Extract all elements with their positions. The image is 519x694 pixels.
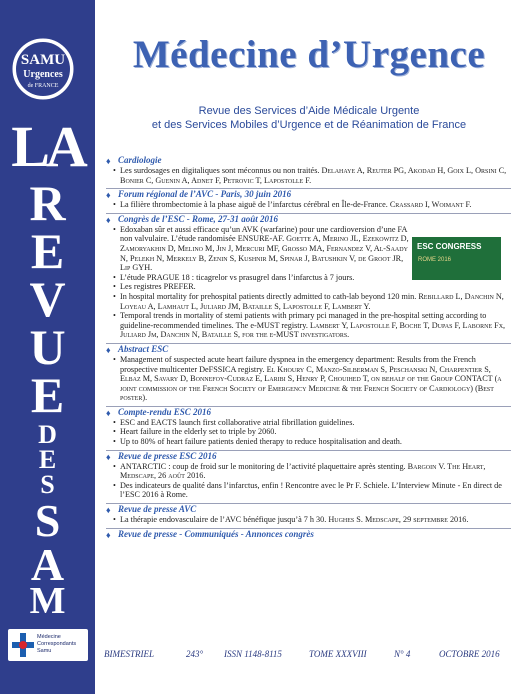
masthead-des-e: E xyxy=(38,445,57,474)
mcs-star-icon xyxy=(12,632,34,658)
section-heading xyxy=(106,451,511,462)
entry-authors: Bargoin V. The Heart, Medscape, 26 août 2016. xyxy=(120,461,486,481)
entry-bullet: • xyxy=(113,224,116,234)
section-heading-text: Compte-rendu ESC 2016 xyxy=(118,406,212,417)
diamond-bullet-icon: ♦ xyxy=(106,214,111,225)
toc-entry xyxy=(106,225,511,273)
diamond-bullet-icon: ♦ xyxy=(106,451,111,462)
entry-bullet: • xyxy=(113,272,116,282)
samu-logo xyxy=(9,36,77,102)
toc-entry xyxy=(106,166,511,185)
entry-authors: Delahaye A, Reuter PG, Akodad H, Goix L, Orsini C, Bonier C, Guenin A, Adnet F, Petrovic T, Lapostolle F. xyxy=(120,166,507,185)
mcs-line2: Correspondants xyxy=(37,641,77,647)
toc-entry xyxy=(106,311,511,340)
mcs-line3: Samu xyxy=(37,648,52,654)
section-heading-text: Cardiologie xyxy=(118,155,162,165)
entry-title: Management of suspected acute heart failure dyspnea in the emergency department: Results from the French prospective multicenter DeFSSICA registry. xyxy=(120,354,476,374)
masthead-revue-e2: E xyxy=(30,367,65,423)
footer-issue: N° 4 xyxy=(394,649,411,659)
toc-entry xyxy=(106,282,511,292)
mcs-logo xyxy=(8,629,88,661)
toc-section xyxy=(106,188,511,210)
diamond-bullet-icon: ♦ xyxy=(106,344,111,355)
section-heading xyxy=(106,504,511,515)
section-heading-text: Revue de presse AVC xyxy=(118,504,197,515)
entry-title: Heart failure in the elderly set to triple by 2060. xyxy=(120,427,277,437)
footer-date: OCTOBRE 2016 xyxy=(439,649,500,659)
masthead-des-s: S xyxy=(40,470,55,499)
section-heading xyxy=(106,529,511,540)
entry-title: La filière thrombectomie à la phase aiguë de l’infarctus cérébral en Île-de-France. xyxy=(120,200,388,210)
section-heading xyxy=(106,407,511,418)
toc-entry xyxy=(106,355,511,403)
entry-bullet: • xyxy=(113,200,116,210)
entry-bullet: • xyxy=(113,354,116,364)
footer-frequency: BIMESTRIEL xyxy=(104,649,154,659)
entry-bullet: • xyxy=(113,291,116,301)
section-heading xyxy=(106,189,511,200)
toc-section xyxy=(106,155,511,185)
entry-authors: Lambert Y, Lapostolle F, Boche T, Dupas F, Laborne Fx, Juliard Jm, Danchin N, Bataille S, for the e-MUST investigators. xyxy=(120,320,506,340)
masthead-revue-u: U xyxy=(29,319,66,375)
entry-title: Les registres PREFER. xyxy=(120,282,196,292)
toc-entry xyxy=(106,418,511,428)
diamond-bullet-icon: ♦ xyxy=(106,529,111,540)
entry-authors: Hughes S. Medscape, 29 septembre 2016. xyxy=(328,515,469,525)
entry-bullet: • xyxy=(113,417,116,427)
logo-samu-text: SAMU xyxy=(20,52,66,68)
toc-entry xyxy=(106,200,511,210)
masthead-des-d: D xyxy=(38,420,57,449)
table-of-contents xyxy=(106,152,511,540)
masthead-samu-s: S xyxy=(34,495,61,546)
section-heading xyxy=(106,214,511,225)
entry-title: Edoxaban sûr et aussi efficace qu’un AVK (warfarine) pour une cardioversion d’une FA non valvulaire. L’étude randomisée ENSURE-AF. xyxy=(120,224,407,244)
entry-bullet: • xyxy=(113,427,116,437)
mcs-line1: Médecine xyxy=(37,634,61,640)
esc-badge-place: ROME 2016 xyxy=(418,257,452,263)
entry-authors: Goette A, Merino JL, Ezekowitz D, Zamoryakhin D, Melino M, Jin J, Mercuri MF, Grosso MA, Fernandez V, Al-Saady N, Pelekh N, Merkely B, Zenin S, Kushnir M, Spinar J, Batushkin V, de Groot JR, Lip GYH. xyxy=(120,234,409,273)
footer-issn: ISSN 1148-8115 xyxy=(224,649,282,659)
entry-bullet: • xyxy=(113,461,116,471)
section-heading-text: Revue de presse ESC 2016 xyxy=(118,450,217,461)
entry-authors: Crassard I, Woimant F. xyxy=(389,200,472,210)
toc-entry xyxy=(106,427,511,437)
toc-entry xyxy=(106,462,511,481)
entry-bullet: • xyxy=(113,480,116,490)
section-heading-text: Revue de presse - Communiqués - Annonces congrès xyxy=(118,528,314,539)
toc-section xyxy=(106,343,511,403)
masthead-la: LA xyxy=(11,114,84,179)
entry-title: In hospital mortality for prehospital patients directly admitted to cath-lab beyond 120 min. xyxy=(120,291,417,301)
subtitle-line2: et des Services Mobiles d’Urgence et de Réanimation de France xyxy=(151,119,467,131)
diamond-bullet-icon: ♦ xyxy=(106,505,111,516)
entry-title: Temporal trends in mortality of stemi patients with primary pci managed in the pre-hospital setting according to guideline-recommended timelines. The e-MUST registry. xyxy=(120,311,487,330)
entry-bullet: • xyxy=(113,311,116,321)
esc-badge-title: ESC CONGRESS xyxy=(417,242,482,251)
masthead-revue-r: R xyxy=(29,175,66,231)
diamond-bullet-icon: ♦ xyxy=(106,407,111,418)
footer-tome: TOME XXXVIII xyxy=(309,649,367,659)
entry-title: L’étude PRAGUE 18 : ticagrelor vs prasugrel dans l’infarctus à 7 jours. xyxy=(120,272,355,282)
entry-title: La thérapie endovasculaire de l’AVC bénéfique jusqu’à 7 h 30. xyxy=(120,515,327,525)
section-heading xyxy=(106,344,511,355)
entry-title: ANTARCTIC : coup de froid sur le monitoring de l’activité plaquettaire après stenting. xyxy=(120,461,406,471)
diamond-bullet-icon: ♦ xyxy=(106,156,111,166)
entry-authors: Rebillard L, Danchin N, Loyeau A, Lamhaut L, Juliard JM, Bataille S, Lapostolle F, Lambert Y. xyxy=(120,291,504,311)
entry-bullet: • xyxy=(113,282,116,292)
section-heading-text: Forum régional de l’AVC - Paris, 30 juin 2016 xyxy=(118,189,292,200)
toc-entry xyxy=(106,515,511,525)
entry-authors: El Khoury C, Manzo-Silberman S, Peschanski N, Charpentier S, Elbaz M, Savary D, Bonnefoy-Cudraz E, Laribi S, Henry P, Chouihed T, on behalf of the Group CONTACT (a joint commission of the French Society of Emergency Medicine & the French Society of Cardiology) (Best poster). xyxy=(120,364,502,403)
journal-subtitle xyxy=(104,104,514,132)
masthead-revue-v: V xyxy=(29,271,66,327)
toc-section xyxy=(106,213,511,340)
journal-title: Médecine d’Urgence xyxy=(132,33,486,76)
entry-title: Up to 80% of heart failure patients denied therapy to reduce hospitalisation and death. xyxy=(120,437,402,447)
entry-title: ESC and EACTS launch first collaborative atrial fibrillation guidelines. xyxy=(120,417,355,427)
toc-section xyxy=(106,503,511,525)
toc-entry xyxy=(106,481,511,500)
entry-bullet: • xyxy=(113,437,116,447)
toc-entry xyxy=(106,292,511,311)
toc-entry xyxy=(106,273,511,283)
section-heading-text: Congrès de l’ESC - Rome, 27-31 août 2016 xyxy=(118,213,279,224)
diamond-bullet-icon: ♦ xyxy=(106,190,111,201)
subtitle-line1: Revue des Services d’Aide Médicale Urgente xyxy=(198,105,420,117)
toc-section xyxy=(106,406,511,447)
toc-section xyxy=(106,450,511,500)
toc-entry xyxy=(106,437,511,447)
entry-title: Des indicateurs de qualité dans l’infarctus, enfin ! Rencontre avec le Pr F. Schiele. L’Interview Minute - En direct de l’ESC 2016 à Rome. xyxy=(120,480,502,500)
entry-bullet: • xyxy=(113,166,116,175)
masthead-samu-a: A xyxy=(30,539,65,590)
entry-title: Les surdosages en digitaliques sont méconnus ou non traités. xyxy=(120,166,320,175)
entry-bullet: • xyxy=(113,515,116,525)
logo-defrance-text: de FRANCE xyxy=(27,83,59,89)
section-heading-text: Abstract ESC xyxy=(118,343,169,354)
section-heading xyxy=(106,155,511,166)
logo-urgences-text: Urgences xyxy=(23,69,63,80)
masthead-sidebar xyxy=(0,0,95,694)
footer-number: 243° xyxy=(186,649,204,659)
toc-section xyxy=(106,528,511,540)
masthead-samu-m: M xyxy=(29,580,66,622)
masthead-revue-e: E xyxy=(30,223,65,279)
